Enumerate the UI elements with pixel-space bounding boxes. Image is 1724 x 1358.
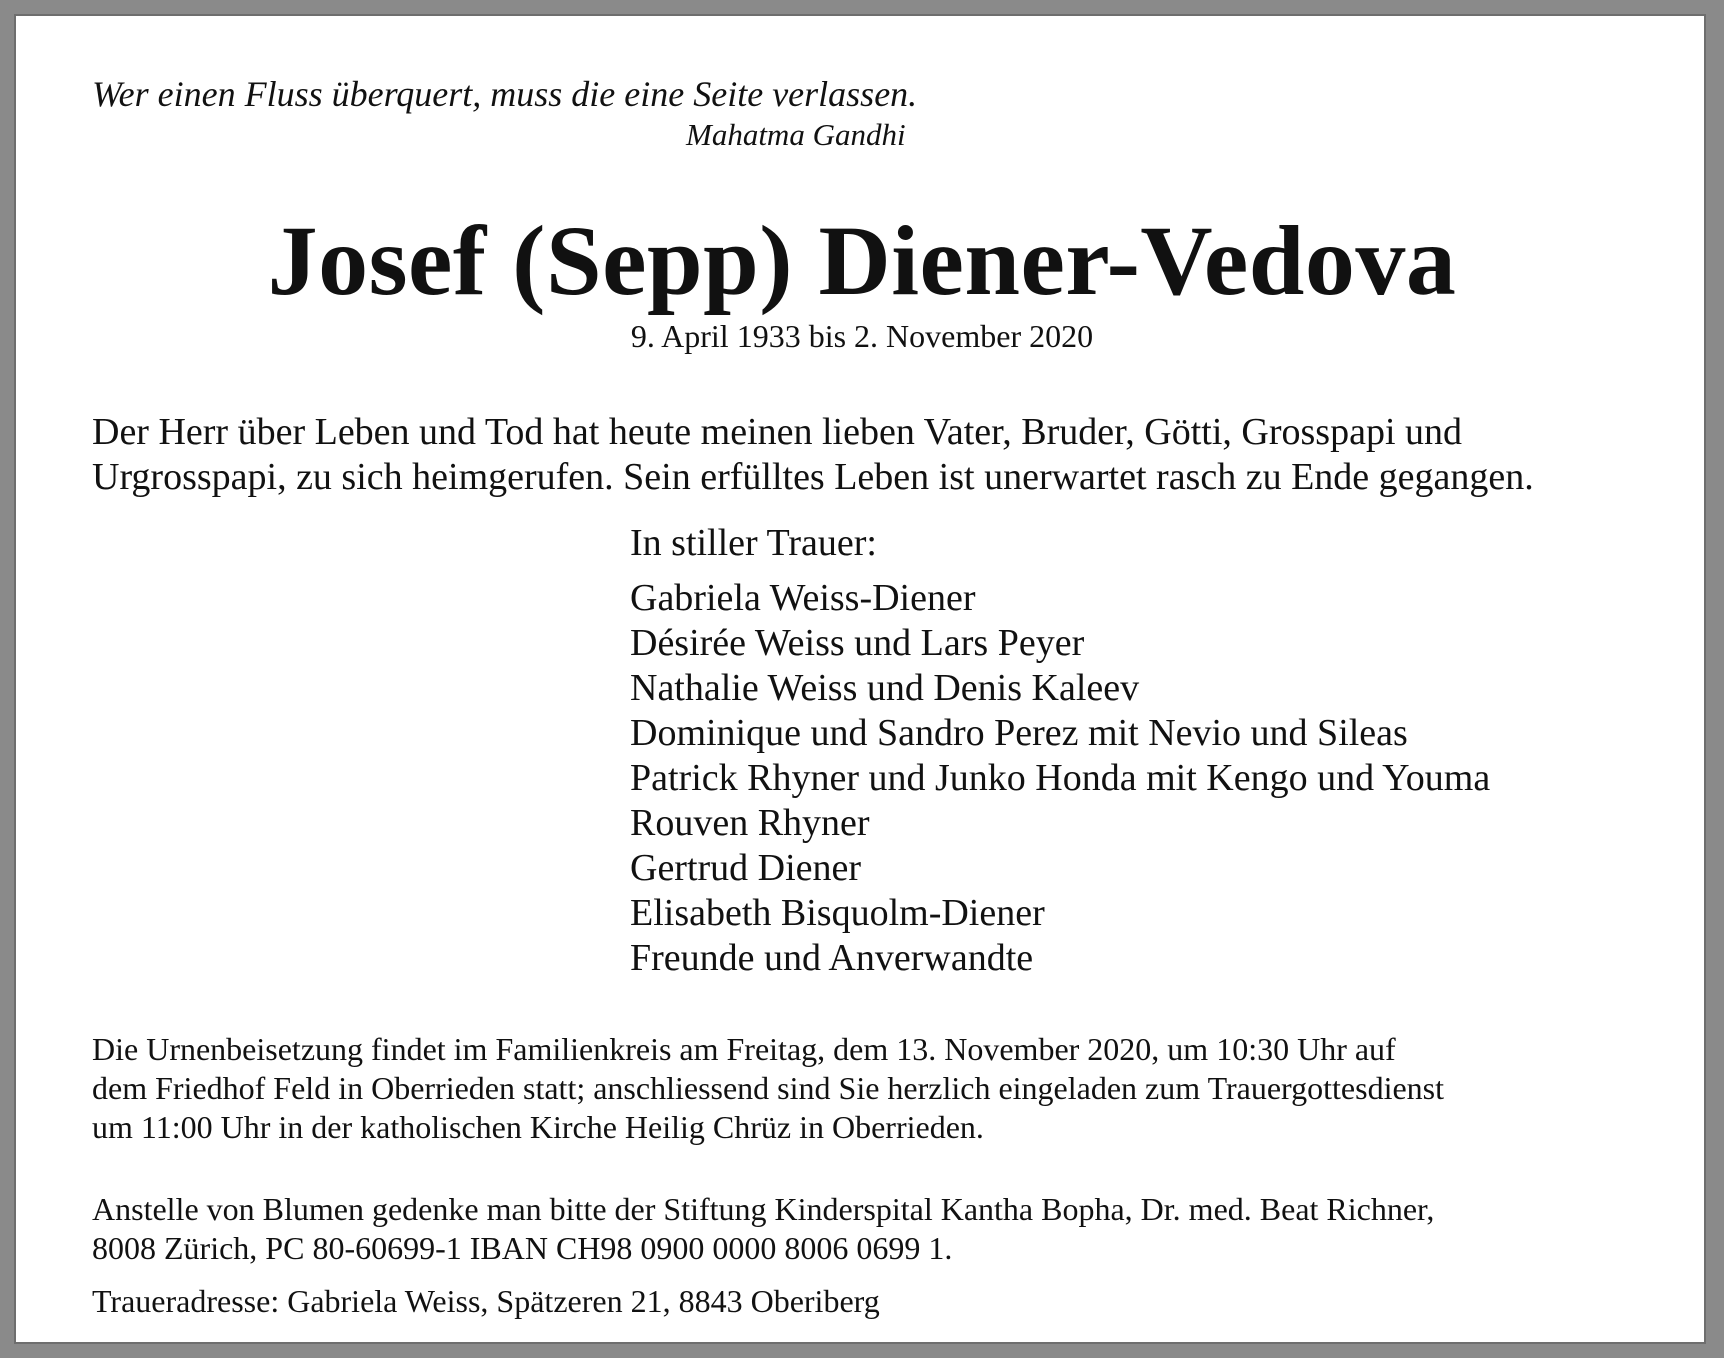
ceremony-line: dem Friedhof Feld in Oberrieden statt; anschliessend sind Sie herzlich eingeladen zum Trauergottesdienst	[92, 1070, 1444, 1106]
mourner-name: Patrick Rhyner und Junko Honda mit Kengo und Youma	[630, 757, 1491, 799]
announcement-line: Der Herr über Leben und Tod hat heute meinen lieben Vater, Bruder, Götti, Grosspapi und	[92, 411, 1463, 453]
quote-author: Mahatma Gandhi	[686, 117, 906, 152]
mourners-block	[630, 521, 1690, 981]
mourner-name: Freunde und Anverwandte	[630, 937, 1034, 979]
ceremony-details	[92, 1030, 1692, 1147]
mourner-list	[630, 576, 1690, 981]
ceremony-line: Die Urnenbeisetzung findet im Familienkreis am Freitag, dem 13. November 2020, um 10:30 Uhr auf	[92, 1031, 1396, 1067]
life-dates: 9. April 1933 bis 2. November 2020	[630, 318, 1094, 354]
mourner-name: Rouven Rhyner	[630, 802, 870, 844]
mourner-name: Désirée Weiss und Lars Peyer	[630, 622, 1085, 664]
deceased-name: Josef (Sepp) Diener-Vedova	[267, 205, 1457, 316]
announcement-text	[92, 410, 1692, 500]
announcement-line: Urgrosspapi, zu sich heimgerufen. Sein erfülltes Leben ist unerwartet rasch zu Ende gegangen.	[92, 456, 1534, 498]
mourners-heading: In stiller Trauer:	[630, 522, 877, 564]
obituary-page	[14, 14, 1706, 1344]
mourner-name: Gertrud Diener	[630, 847, 862, 889]
mourning-address: Traueradresse: Gabriela Weiss, Spätzeren 21, 8843 Oberiberg	[92, 1283, 880, 1319]
ceremony-line: um 11:00 Uhr in der katholischen Kirche Heilig Chrüz in Oberrieden.	[92, 1109, 984, 1145]
mourner-name: Dominique und Sandro Perez mit Nevio und Sileas	[630, 712, 1408, 754]
mourner-name: Gabriela Weiss-Diener	[630, 577, 976, 619]
quote-text: Wer einen Fluss überquert, muss die eine Seite verlassen.	[92, 74, 918, 114]
mourner-name: Elisabeth Bisquolm-Diener	[630, 892, 1045, 934]
donation-note	[92, 1190, 1692, 1268]
mourner-name: Nathalie Weiss und Denis Kaleev	[630, 667, 1140, 709]
donation-line: Anstelle von Blumen gedenke man bitte der Stiftung Kinderspital Kantha Bopha, Dr. med. Beat Richner,	[92, 1191, 1435, 1227]
donation-line: 8008 Zürich, PC 80-60699-1 IBAN CH98 0900 0000 8006 0699 1.	[92, 1230, 953, 1266]
